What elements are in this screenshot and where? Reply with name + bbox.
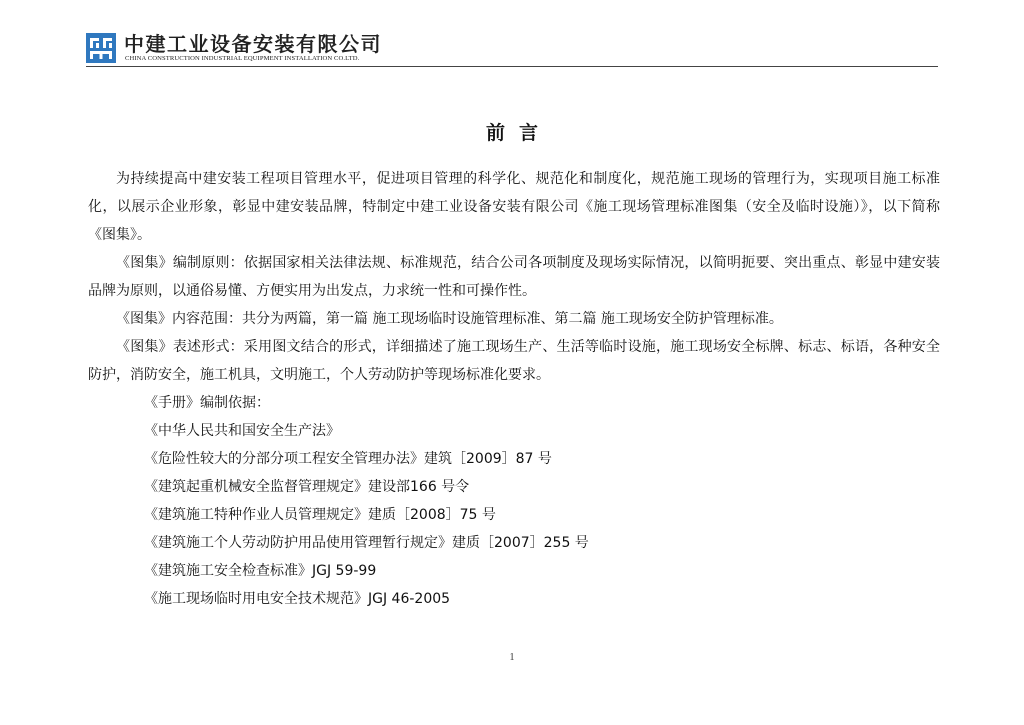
company-logo-icon — [86, 33, 116, 63]
page-number: 1 — [509, 652, 515, 663]
basis-item: 《危险性较大的分部分项工程安全管理办法》建筑［2009］87 号 — [144, 451, 552, 467]
basis-item: 《建筑施工特种作业人员管理规定》建质［2008］75 号 — [144, 507, 496, 523]
basis-item: 《中华人民共和国安全生产法》 — [144, 423, 340, 439]
paragraph-format: 《图集》表述形式：采用图文结合的形式，详细描述了施工现场生产、生活等临时设施，施工现场安全标牌、标志、标语，各种安全防护，消防安全，施工机具，文明施工，个人劳动防护等现场标准化要求。 — [88, 339, 940, 383]
company-name-cn: 中建工业设备安装有限公司 — [124, 32, 382, 56]
paragraph-intro: 为持续提高中建安装工程项目管理水平，促进项目管理的科学化、规范化和制度化，规范施工现场的管理行为，实现项目施工标准化，以展示企业形象，彰显中建安装品牌，特制定中建工业设备安装有限公司《施工现场管理标准图集（安全及临时设施）》，以下简称《图集》。 — [88, 171, 940, 243]
document-body — [88, 165, 940, 613]
paragraph-scope: 《图集》内容范围：共分为两篇，第一篇 施工现场临时设施管理标准、第二篇 施工现场安全防护管理标准。 — [116, 311, 783, 327]
company-name-en: CHINA CONSTRUCTION INDUSTRIAL EQUIPMENT INSTALLATION CO.LTD. — [125, 55, 360, 62]
paragraph-principles: 《图集》编制原则：依据国家相关法律法规、标准规范，结合公司各项制度及现场实际情况，以简明扼要、突出重点、彰显中建安装品牌为原则，以通俗易懂、方便实用为出发点，力求统一性和可操作性。 — [88, 255, 940, 299]
basis-item: 《施工现场临时用电安全技术规范》JGJ 46-2005 — [144, 591, 451, 607]
page-title: 前言 — [485, 122, 552, 144]
basis-item: 《建筑起重机械安全监督管理规定》建设部166 号令 — [144, 479, 470, 495]
basis-item: 《建筑施工安全检查标准》JGJ 59-99 — [144, 563, 377, 579]
document-header — [86, 33, 938, 67]
basis-item: 《建筑施工个人劳动防护用品使用管理暂行规定》建质［2007］255 号 — [144, 535, 589, 551]
basis-heading: 《手册》编制依据： — [144, 395, 270, 411]
header-divider — [86, 66, 938, 67]
